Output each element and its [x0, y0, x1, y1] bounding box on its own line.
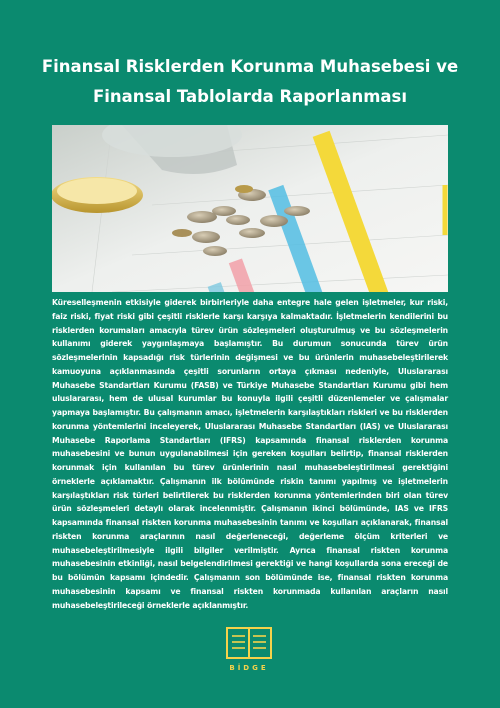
- book-description: Küreselleşmenin etkisiyle giderek birbirleriyle daha entegre hale gelen işletmeler, kur riski, faiz riski, fiyat riski gibi çeşitli risklerle karşı karşıya kalmaktadır. İşletmelerin kendilerini bu risklerden korumaları amacıyla türev ürün sözleşmeleri oluşturulmuş ve bu sözleşmelerin kullanımı giderek yaygınlaşmaya başlamıştır. Bu durumun sonucunda türev ürün sözleşmelerinin kapsadığı risk türlerinin değişmesi ve bu ürünlerin muhasebeleştirilerek kamuoyuna açıklanmasında çeşitli sorunların ortaya çıkması nedeniyle, Uluslararası Muhasebe Standartları Kurumu (FASB) ve Türkiye Muhasebe Standartları Kurumu gibi hem uluslararası, hem de ulusal kurumlar bu konuyla ilgili çeşitli düzenlemeler ve çalışmalar yapmaya başlamıştır. Bu çalışmanın amacı, işletmelerin karşılaştıkları riskleri ve bu risklerden korunma yöntemlerini inceleyerek, Uluslararası Muhasebe Standartları (IAS) ve Uluslararası Muhasebe Raporlama Standartları (IFRS) kapsamında finansal risklerden korunma muhasebesini ve bunun uygulanabilmesi için gereken koşulları belirtip, finansal risklerden korunmak için kullanılan bu türev ürünlerinin nasıl muhasebeleştirilmesi gerektiğini örneklerle açıklamaktır. Çalışmanın ilk bölümünde riskin tanımı yapılmış ve işletmelerin karşılaştıkları risk türleri belirtilerek bu risklerden korunma yöntemlerinden biri olan türev ürün sözleşmeleri detaylı olarak incelenmiştir. Çalışmanın ikinci bölümünde, IAS ve IFRS kapsamında finansal riskten korunma muhasebesinin tanımı ve koşulları açıklanarak, finansal riskten korunma araçlarının nasıl değerleneceği, değerleme ölçüm kriterleri ve muhasebeleştirilmesiyle ilgili bilgiler verilmiştir. Ayrıca finansal riskten korunma muhasebesinin etkinliği, nasıl belgelendirilmesi gerektiği ve hangi koşullarda sona ereceği de bu bölümün kapsamı içindedir. Çalışmanın son bölümünde ise, finansal riskten korunma muhasebesinin kapsamı ve finansal riskten korunmada kullanılan araçların nasıl muhasebeleştirileceği örneklerle açıklanmıştır.: [52, 298, 448, 610]
- cover-photo: [52, 125, 448, 292]
- publisher-logo: [224, 626, 274, 672]
- coins-jar-chart-photo: [52, 125, 448, 292]
- book-title: Finansal Risklerden Korunma Muhasebesi ve Finansal Tablolarda Raporlanması: [41, 57, 459, 106]
- open-book-logo-icon: [224, 626, 274, 662]
- publisher-logo-text: BİDGE: [229, 664, 269, 672]
